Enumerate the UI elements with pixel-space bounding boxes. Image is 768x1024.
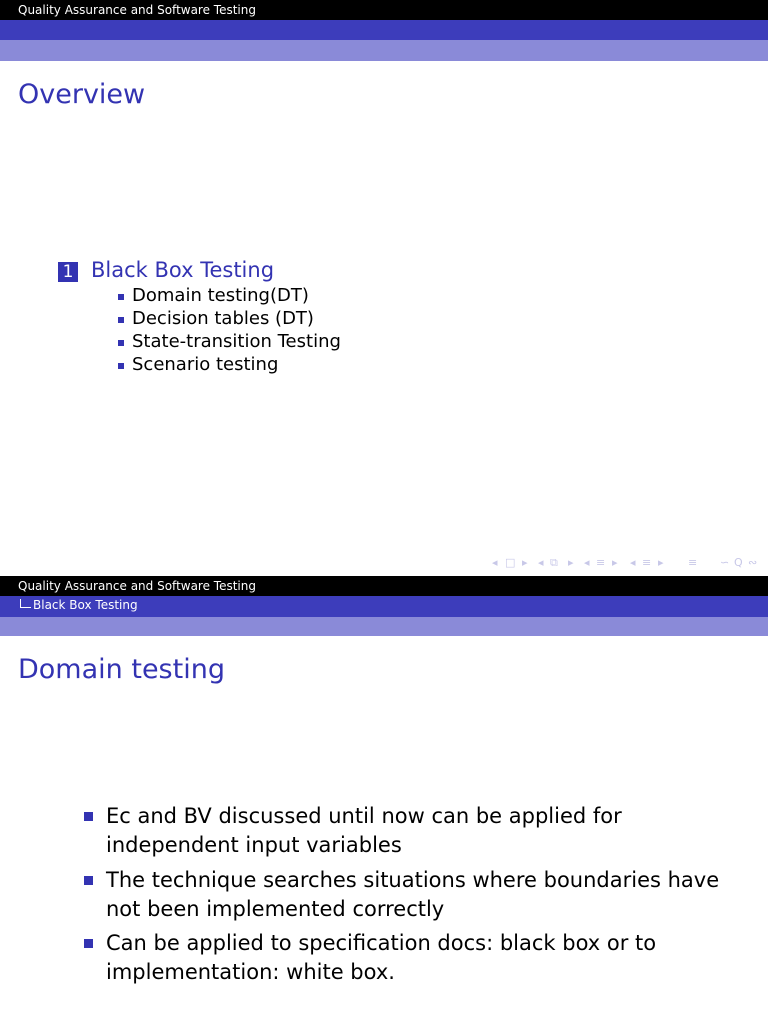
tree-corner-icon: [20, 599, 31, 608]
header-title: Quality Assurance and Software Testing: [18, 3, 256, 17]
list-item-text: The technique searches situations where boundaries have not been implemented correctly: [106, 868, 720, 921]
nav-left-arrow-icon[interactable]: ◂: [630, 556, 636, 569]
bullet-icon: [84, 876, 93, 885]
nav-right-arrow-icon[interactable]: ▸: [612, 556, 618, 569]
nav-left-arrow-icon[interactable]: ◂: [584, 556, 590, 569]
section-number-badge[interactable]: 1: [58, 262, 78, 282]
nav-appendix-icon[interactable]: ≡: [688, 556, 698, 569]
bullet-icon: [84, 939, 93, 948]
subsection-label: Scenario testing: [132, 354, 279, 375]
list-item-text: Ec and BV discussed until now can be applied for independent input variables: [106, 804, 622, 857]
frame-title: Overview: [18, 79, 146, 110]
slide-domain-testing: [0, 576, 768, 1024]
nav-right-arrow-icon[interactable]: ▸: [658, 556, 664, 569]
nav-section-icon[interactable]: ≡: [596, 556, 606, 569]
nav-left-arrow-icon[interactable]: ◂: [538, 556, 544, 569]
nav-search-icon[interactable]: Q: [734, 556, 743, 569]
bullet-icon: [118, 340, 124, 346]
bullet-icon: [118, 317, 124, 323]
section-title-link[interactable]: Black Box Testing: [91, 258, 275, 282]
header-title: Quality Assurance and Software Testing: [18, 579, 256, 593]
header-bar: [0, 576, 768, 596]
nav-document-icon[interactable]: ≡: [642, 556, 652, 569]
bullet-icon: [118, 294, 124, 300]
header-section-band: [0, 596, 768, 617]
bullet-icon: [118, 363, 124, 369]
frame-title: Domain testing: [18, 654, 225, 685]
bullet-icon: [84, 812, 93, 821]
header-section-text: Black Box Testing: [33, 598, 138, 612]
subsection-label: State-transition Testing: [132, 331, 341, 352]
nav-frame-icon[interactable]: □: [505, 556, 516, 569]
header-band-light: [0, 617, 768, 636]
subsection-label: Domain testing(DT): [132, 285, 309, 306]
nav-left-arrow-icon[interactable]: ◂: [492, 556, 498, 569]
subsection-label: Decision tables (DT): [132, 308, 314, 329]
header-section-label: [20, 598, 138, 612]
nav-right-arrow-icon[interactable]: ▸: [568, 556, 574, 569]
nav-back-icon[interactable]: ∽: [720, 556, 730, 569]
header-bar: [0, 0, 768, 20]
header-band-dark: [0, 20, 768, 40]
header-band-light: [0, 40, 768, 61]
navigation-symbols: [492, 556, 762, 572]
list-item-text: Can be applied to specification docs: black box or to implementation: white box.: [106, 931, 657, 984]
nav-right-arrow-icon[interactable]: ▸: [522, 556, 528, 569]
nav-subsection-icon[interactable]: ⧉: [550, 556, 558, 569]
nav-forward-icon[interactable]: ∾: [748, 556, 758, 569]
